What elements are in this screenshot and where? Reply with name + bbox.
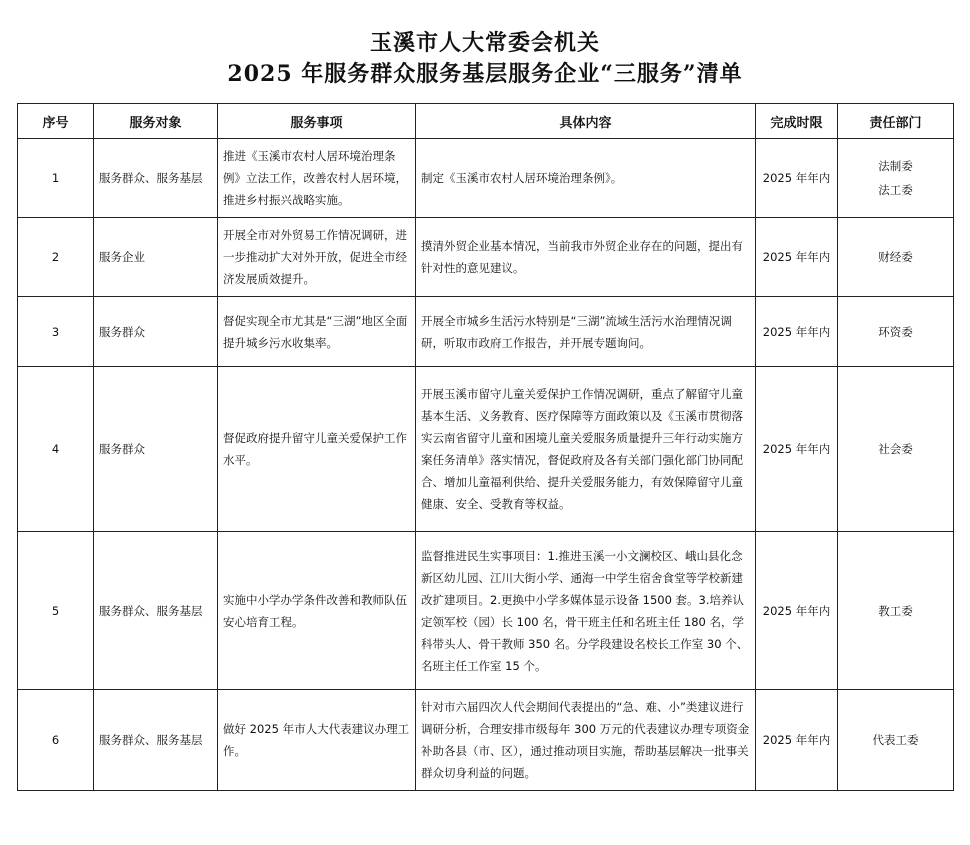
row-target: 服务群众、服务基层	[94, 532, 218, 690]
row-number: 4	[18, 367, 94, 532]
row-target: 服务企业	[94, 218, 218, 297]
row-item: 实施中小学办学条件改善和教师队伍安心培育工程。	[218, 532, 416, 690]
row-content: 针对市六届四次人代会期间代表提出的“急、难、小”类建议进行调研分析，合理安排市级每年 300 万元的代表建议办理专项资金补助各县（市、区），通过推动项目实施，帮助基层解决一批事关群众切身利益的问题。	[416, 690, 756, 791]
col-header-item: 服务事项	[218, 104, 416, 139]
page-title: 玉溪市人大常委会机关	[369, 30, 600, 56]
col-header-content: 具体内容	[416, 104, 756, 139]
row-item: 督促政府提升留守儿童关爱保护工作水平。	[218, 367, 416, 532]
table-header-row	[18, 104, 954, 139]
row-item: 做好 2025 年市人大代表建议办理工作。	[218, 690, 416, 791]
row-dept: 法制委 法工委	[838, 139, 954, 218]
row-target: 服务群众	[94, 297, 218, 367]
col-header-deadline: 完成时限	[756, 104, 838, 139]
row-content: 开展玉溪市留守儿童关爱保护工作情况调研，重点了解留守儿童基本生活、义务教育、医疗保障等方面政策以及《玉溪市贯彻落实云南省留守儿童和困境儿童关爱服务质量提升三年行动实施方案任务清单》落实情况，督促政府及各有关部门强化部门协同配合、增加儿童福利供给、提升关爱服务能力，有效保障留守儿童健康、安全、受教育等权益。	[416, 367, 756, 532]
row-deadline: 2025 年年内	[756, 532, 838, 690]
page-subtitle: 2025 年服务群众服务基层服务企业“三服务”清单	[227, 61, 743, 87]
row-number: 5	[18, 532, 94, 690]
table-row	[18, 218, 954, 297]
service-list-table	[17, 103, 954, 791]
table-row	[18, 532, 954, 690]
row-content: 监督推进民生实事项目：1.推进玉溪一小文澜校区、峨山县化念新区幼儿园、江川大街小学、通海一中学生宿舍食堂等学校新建改扩建项目。2.更换中小学多媒体显示设备 1500 套。3.培养认定领军校（园）长 100 名，骨干班主任和名班主任 180 名，学科带头人、骨干教师 350 名。分学段建设名校长工作室 30 个、名班主任工作室 15 个。	[416, 532, 756, 690]
row-number: 2	[18, 218, 94, 297]
row-target: 服务群众、服务基层	[94, 690, 218, 791]
col-header-no: 序号	[18, 104, 94, 139]
table-row	[18, 367, 954, 532]
row-deadline: 2025 年年内	[756, 690, 838, 791]
row-dept: 财经委	[838, 218, 954, 297]
row-deadline: 2025 年年内	[756, 297, 838, 367]
col-header-target: 服务对象	[94, 104, 218, 139]
table-row	[18, 690, 954, 791]
row-deadline: 2025 年年内	[756, 367, 838, 532]
row-item: 开展全市对外贸易工作情况调研，进一步推动扩大对外开放，促进全市经济发展质效提升。	[218, 218, 416, 297]
table-row	[18, 139, 954, 218]
row-dept: 环资委	[838, 297, 954, 367]
row-content: 摸清外贸企业基本情况，当前我市外贸企业存在的问题，提出有针对性的意见建议。	[416, 218, 756, 297]
row-target: 服务群众	[94, 367, 218, 532]
row-number: 3	[18, 297, 94, 367]
row-deadline: 2025 年年内	[756, 139, 838, 218]
row-dept: 教工委	[838, 532, 954, 690]
row-deadline: 2025 年年内	[756, 218, 838, 297]
row-item: 督促实现全市尤其是“三湖”地区全面提升城乡污水收集率。	[218, 297, 416, 367]
row-item: 推进《玉溪市农村人居环境治理条例》立法工作，改善农村人居环境，推进乡村振兴战略实施。	[218, 139, 416, 218]
row-dept: 代表工委	[838, 690, 954, 791]
col-header-dept: 责任部门	[838, 104, 954, 139]
row-content: 制定《玉溪市农村人居环境治理条例》。	[416, 139, 756, 218]
row-number: 1	[18, 139, 94, 218]
row-target: 服务群众、服务基层	[94, 139, 218, 218]
row-content: 开展全市城乡生活污水特别是“三湖”流域生活污水治理情况调研，听取市政府工作报告，并开展专题询问。	[416, 297, 756, 367]
row-number: 6	[18, 690, 94, 791]
row-dept: 社会委	[838, 367, 954, 532]
table-row	[18, 297, 954, 367]
